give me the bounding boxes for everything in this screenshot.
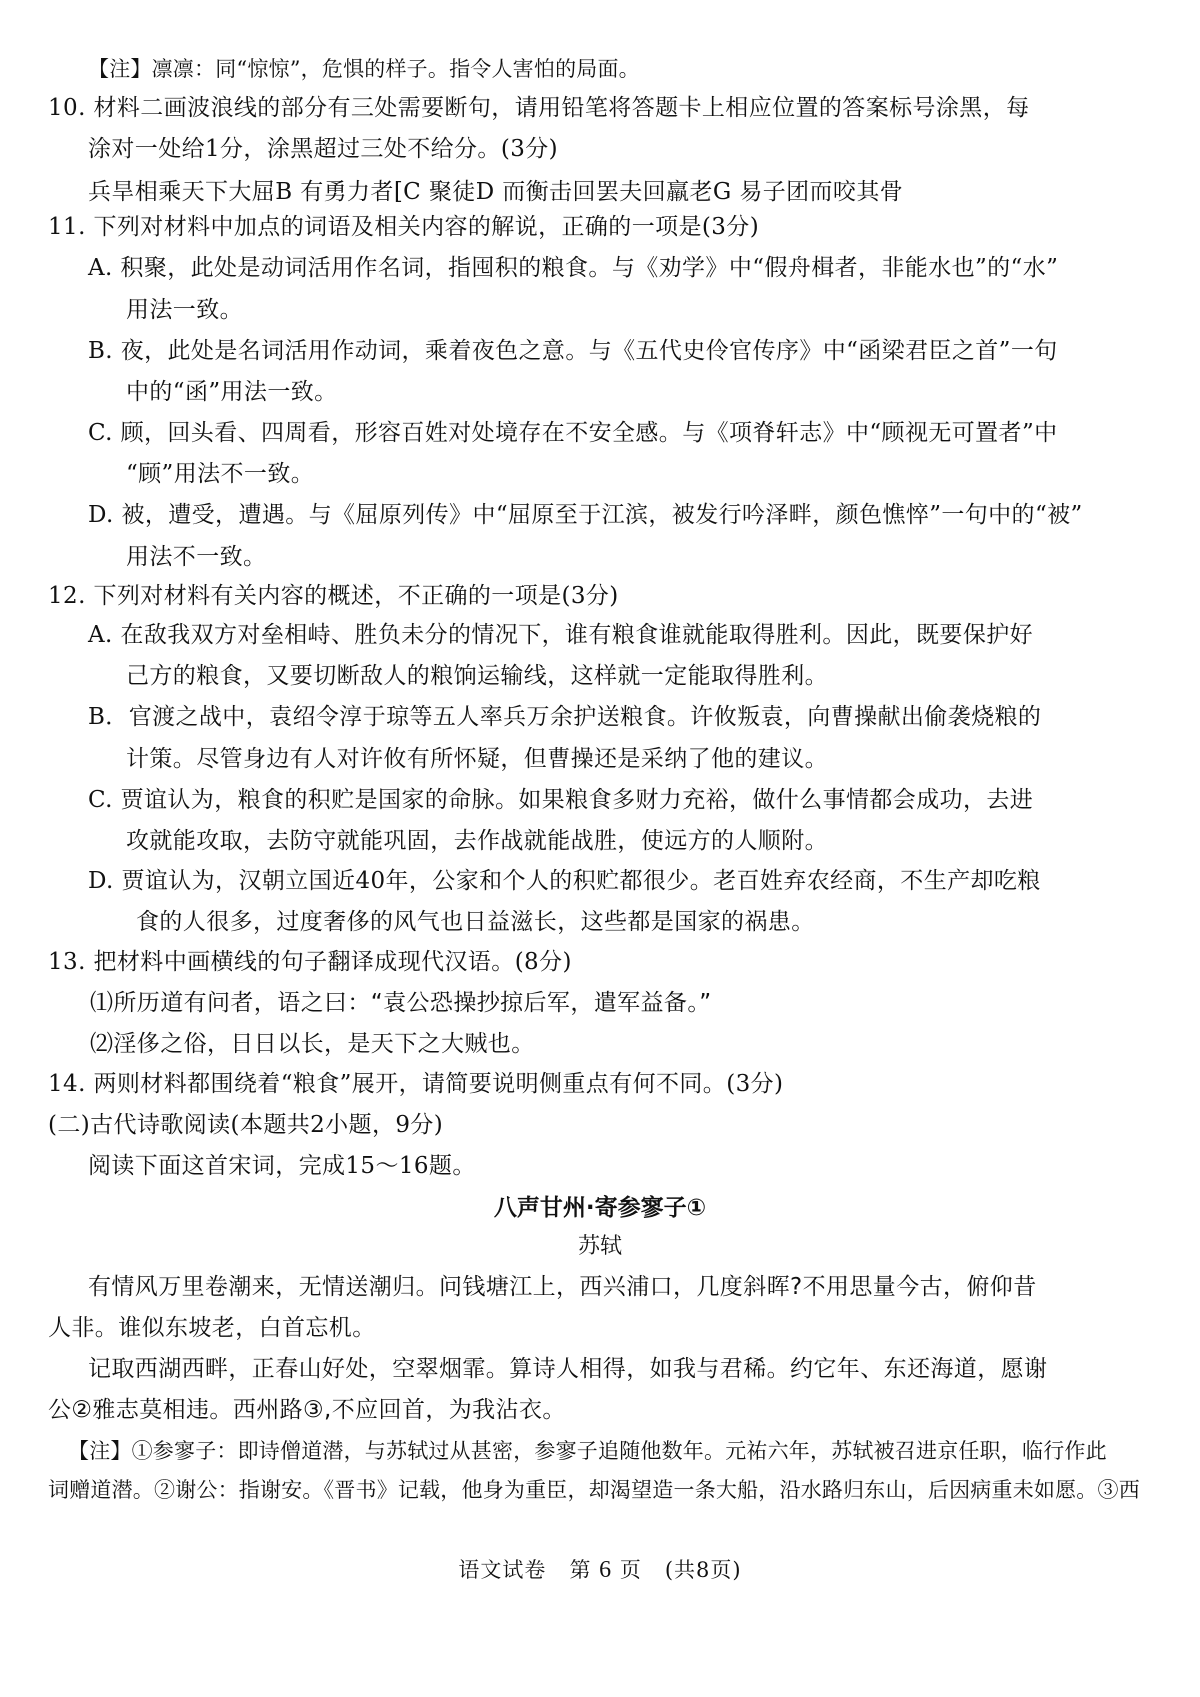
page-footer xyxy=(0,1555,1200,1585)
poem-stanza1-line2: 人非。谁似东坡老，白首忘机。 xyxy=(48,1315,376,1341)
q11-option-a-line2: 用法一致。 xyxy=(126,297,243,323)
footer-page-number: 6 xyxy=(599,1557,613,1583)
q12-option-a-line1: A. 在敌我双方对垒相峙、胜负未分的情况下，谁有粮食谁就能取得胜利。因此，既要保护好 xyxy=(88,622,1034,648)
q10-stem-line1: 10. 材料二画波浪线的部分有三处需要断句，请用铅笔将答题卡上相应位置的答案标号涂黑，每 xyxy=(48,95,1030,121)
q11-option-b-line1: B. 夜，此处是名词活用作动词，乘着夜色之意。与《五代史伶官传序》中“函梁君臣之首”一句 xyxy=(88,338,1058,364)
top-annotation: 【注】凛凛：同“惊惊”，危惧的样子。指令人害怕的局面。 xyxy=(88,57,640,81)
q12-option-d-line2: 食的人很多，过度奢侈的风气也日益滋长，这些都是国家的祸患。 xyxy=(136,909,815,935)
q11-option-b-line2: 中的“函”用法一致。 xyxy=(126,379,338,405)
poem-stanza2-line1: 记取西湖西畔，正春山好处，空翠烟霏。算诗人相得，如我与君稀。约它年、东还海道，愿谢 xyxy=(88,1356,1048,1382)
q11-option-c-line1: C. 顾，回头看、四周看，形容百姓对处境存在不安全感。与《项脊轩志》中“顾视无可置者”中 xyxy=(88,420,1058,446)
q13-sentence-2: ⑵淫侈之俗，日日以长，是天下之大贼也。 xyxy=(90,1031,535,1057)
section-intro: 阅读下面这首宋词，完成15～16题。 xyxy=(88,1153,476,1179)
footer-subject: 语文试卷 xyxy=(458,1558,547,1582)
poem-author: 苏轼 xyxy=(577,1234,622,1259)
poem-notes-line1: 【注】①参寥子：即诗僧道潜，与苏轼过从甚密，参寥子追随他数年。元祐六年，苏轼被召进京任职，临行作此 xyxy=(68,1439,1107,1463)
q12-option-b-line2: 计策。尽管身边有人对许攸有所怀疑，但曹操还是采纳了他的建议。 xyxy=(126,746,828,772)
poem-stanza2-line2: 公②雅志莫相违。西州路③,不应回首，为我沾衣。 xyxy=(48,1397,566,1423)
q12-option-c-line1: C. 贾谊认为，粮食的积贮是国家的命脉。如果粮食多财力充裕，做什么事情都会成功，去进 xyxy=(88,787,1034,813)
q10-break-options: 兵旱相乘天下大屈B 有勇力者[C 聚徒D 而衡击回罢夫回羸老G 易子团而咬其骨 xyxy=(88,179,904,205)
q11-option-d-line2: 用法不一致。 xyxy=(126,544,267,570)
q13-sentence-1: ⑴所历道有问者，语之曰：“袁公恐操抄掠后军，遣军益备。” xyxy=(90,990,712,1016)
footer-total-pages: (共8页) xyxy=(664,1558,742,1582)
footer-page-suffix: 页 xyxy=(619,1558,642,1582)
q12-option-b-line1: B．官渡之战中，袁绍令淳于琼等五人率兵万余护送粮食。许攸叛袁，向曹操献出偷袭烧粮的 xyxy=(88,704,1042,730)
footer-page-prefix: 第 xyxy=(569,1558,592,1582)
q12-stem: 12. 下列对材料有关内容的概述，不正确的一项是(3分) xyxy=(48,583,619,609)
poem-notes-line2: 词赠道潜。②谢公：指谢安。《晋书》记载，他身为重臣，却渴望造一条大船，沿水路归东山，后因病重未如愿。③西 xyxy=(48,1478,1140,1502)
section-heading: (二)古代诗歌阅读(本题共2小题，9分) xyxy=(48,1112,444,1138)
poem-stanza1-line1: 有情风万里卷潮来，无情送潮归。问钱塘江上，西兴浦口，几度斜晖?不用思量今古，俯仰昔 xyxy=(88,1274,1037,1300)
q10-stem-line2: 涂对一处给1分，涂黑超过三处不给分。(3分) xyxy=(88,136,559,162)
q11-option-c-line2: “顾”用法不一致。 xyxy=(126,461,315,487)
q13-stem: 13. 把材料中画横线的句子翻译成现代汉语。(8分) xyxy=(48,949,572,975)
poem-title: 八声甘州·寄参寥子① xyxy=(493,1195,707,1221)
q11-stem: 11. 下列对材料中加点的词语及相关内容的解说，正确的一项是(3分) xyxy=(48,214,760,240)
q12-option-a-line2: 己方的粮食，又要切断敌人的粮饷运输线，这样就一定能取得胜利。 xyxy=(126,663,828,689)
q11-option-a-line1: A. 积聚，此处是动词活用作名词，指囤积的粮食。与《劝学》中“假舟楫者，非能水也”的“水” xyxy=(88,255,1059,281)
q12-option-c-line2: 攻就能攻取，去防守就能巩固，去作战就能战胜，使远方的人顺附。 xyxy=(126,828,828,854)
q12-option-d-line1: D. 贾谊认为，汉朝立国近40年，公家和个人的积贮都很少。老百姓弃农经商，不生产却吃粮 xyxy=(88,868,1041,894)
q14-stem: 14. 两则材料都围绕着“粮食”展开，请简要说明侧重点有何不同。(3分) xyxy=(48,1071,784,1097)
q11-option-d-line1: D. 被，遭受，遭遇。与《屈原列传》中“屈原至于江滨，被发行吟泽畔，颜色憔悴”一句中的“被” xyxy=(88,502,1083,528)
